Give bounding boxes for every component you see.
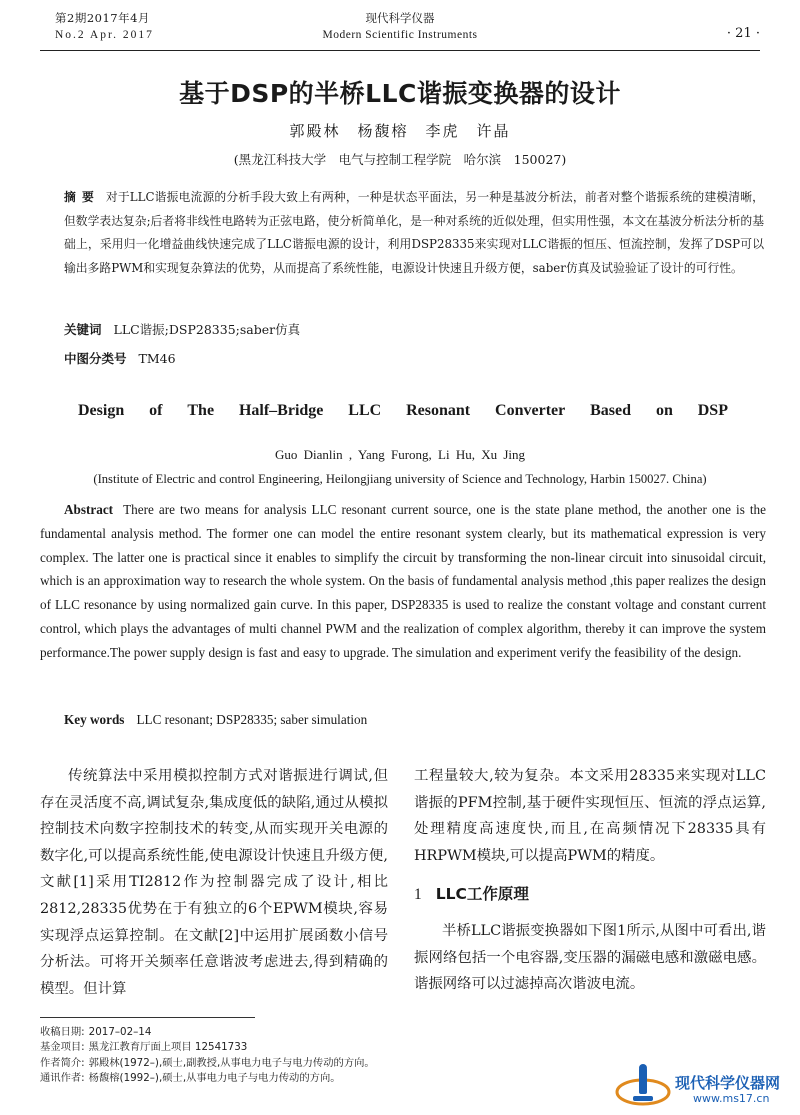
title-en-word: Converter xyxy=(495,402,566,419)
title-en-word: on xyxy=(655,402,673,419)
watermark-name: 现代科学仪器网 xyxy=(675,1074,781,1092)
abstract-cn-label: 摘要 xyxy=(64,190,100,204)
section-number: 1 xyxy=(414,886,422,903)
journal-cn: 现代科学仪器 xyxy=(365,11,435,25)
abstract-en-label: Abstract xyxy=(64,502,114,517)
keywords-en-label: Key words xyxy=(64,712,125,727)
page-number: · 21 · xyxy=(726,26,760,41)
journal-name xyxy=(250,10,550,44)
keywords-en xyxy=(64,712,367,728)
footnote-label: 基金项目: xyxy=(40,1041,85,1054)
abstract-cn xyxy=(64,186,764,280)
footnote-text: 郭殿林(1972–),硕士,副教授,从事电力电子与电力传动的方向。 xyxy=(88,1056,375,1069)
title-en-word: DSP xyxy=(697,402,728,419)
title-en-word: Half–Bridge xyxy=(238,402,324,419)
section-title: LLC工作原理 xyxy=(435,885,529,903)
title-en-word: Resonant xyxy=(406,402,471,419)
paper-title-cn: 基于DSP的半桥LLC谐振变换器的设计 xyxy=(179,79,621,108)
title-en-word: LLC xyxy=(348,402,382,419)
paper-title-en xyxy=(78,402,728,420)
title-en-word: Design xyxy=(78,402,125,419)
footnote-line xyxy=(40,1071,375,1086)
issue-en: No.2 Apr. 2017 xyxy=(55,29,154,41)
watermark-url: www.ms17.cn xyxy=(693,1092,770,1105)
keywords-cn xyxy=(64,320,300,338)
footnote-rule xyxy=(40,1017,255,1018)
title-en-word: of xyxy=(149,402,163,419)
footnotes xyxy=(40,1025,375,1086)
footnote-line xyxy=(40,1025,375,1040)
header-rule xyxy=(40,50,760,51)
watermark-logo xyxy=(615,1062,800,1112)
classification-cn xyxy=(64,349,176,367)
footnote-label: 通讯作者: xyxy=(40,1071,85,1084)
issue-info xyxy=(55,10,154,44)
authors-en: Guo Dianlin , Yang Furong, Li Hu, Xu Jing xyxy=(274,447,526,462)
affiliation-cn: (黑龙江科技大学 电气与控制工程学院 哈尔滨 150027) xyxy=(233,152,567,167)
microscope-icon xyxy=(615,1062,671,1112)
footnote-text: 2017–02–14 xyxy=(88,1026,152,1038)
footnote-text: 黑龙江教育厅面上项目 12541733 xyxy=(88,1041,248,1054)
footnote-text: 杨馥榕(1992–),硕士,从事电力电子与电力传动的方向。 xyxy=(88,1071,341,1084)
footnote-line xyxy=(40,1040,375,1055)
keywords-cn-label: 关键词 xyxy=(64,322,102,337)
authors-cn: 郭殿林 杨馥榕 李虎 许晶 xyxy=(289,122,511,140)
classification-cn-label: 中图分类号 xyxy=(64,351,127,366)
affiliation-en: (Institute of Electric and control Engineering, Heilongjiang university of Science and Technology, Harbin 150027. China) xyxy=(93,472,707,486)
body-right-column-bottom: 半桥LLC谐振变换器如下图1所示,从图中可看出,谐振网络包括一个电容器,变压器的漏磁电感和激磁电感。谐振网络可以过滤掉高次谐波电流。 xyxy=(414,923,766,993)
footnote-label: 收稿日期: xyxy=(40,1026,85,1038)
keywords-cn-text: LLC谐振;DSP28335;saber仿真 xyxy=(113,322,301,337)
issue-cn: 第2期2017年4月 xyxy=(55,11,150,25)
abstract-cn-text: 对于LLC谐振电流源的分析手段大致上有两种，一种是状态平面法，另一种是基波分析法，前者对整个谐振系统的建模清晰，但数学表达复杂;后者将非线性电路转为正弦电路，使分析简单化，是一种对系统的近似处理，但实用性强，本文在基波分析法分析的基础上，采用归一化增益曲线快速完成了LLC谐振电源的设计，利用DSP28335来实现对LLC谐振的恒压、恒流控制，发挥了DSP可以输出多路PWM和实现复杂算法的优势，从而提高了系统性能，电源设计快速且升级方便，saber仿真及试验验证了设计的可行性。 xyxy=(64,190,764,275)
title-en-word: Based xyxy=(590,402,632,419)
title-en-word: The xyxy=(187,402,215,419)
section-heading xyxy=(414,882,529,904)
abstract-en-text: There are two means for analysis LLC resonant current source, one is the state plane method, the another one is the fundamental analysis method. The former one can model the entire resonant system clearly, but its mathematical expression is very complex. The latter one is practical since it enables to simplify the circuit by transforming the non-linear circuit into sinusoidal circuit, which is an approximation way to research the whole system. On the basis of fundamental analysis method ,this paper realizes the design of LLC resonance by using normalized gain curve. In this paper, DSP28335 is used to realize the constant voltage and constant current control, which plays the advantages of multi channel PWM and the realization of complex algorithm, thereby it can improve the system performance.The power supply design is fast and easy to upgrade. The simulation and experiment verify the feasibility of the design. xyxy=(40,502,766,660)
footnote-label: 作者简介: xyxy=(40,1056,85,1069)
body-right-column-top: 工程量较大,较为复杂。本文采用28335来实现对LLC谐振的PFM控制,基于硬件实现恒压、恒流的浮点运算,处理精度高速度快,而且,在高频情况下28335具有HRPWM模块,可以提高PWM的精度。 xyxy=(414,768,766,864)
footnote-line xyxy=(40,1056,375,1071)
body-left-column: 传统算法中采用模拟控制方式对谐振进行调试,但存在灵活度不高,调试复杂,集成度低的缺陷,通过从模拟控制技术向数字控制技术的转变,从而实现开关电源的数字化,可以提高系统性能,使电源设计快速且升级方便,文献[1]采用TI2812作为控制器完成了设计,相比2812,28335优势在于有独立的6个EPWM模块,容易实现浮点运算控制。在文献[2]中运用扩展函数小信号分析法。可将开关频率任意谐波考虑进去,得到精确的模型。但计算 xyxy=(40,768,388,997)
journal-en: Modern Scientific Instruments xyxy=(322,29,478,41)
classification-cn-text: TM46 xyxy=(138,351,176,366)
keywords-en-text: LLC resonant; DSP28335; saber simulation xyxy=(136,712,368,727)
abstract-en xyxy=(40,498,766,665)
